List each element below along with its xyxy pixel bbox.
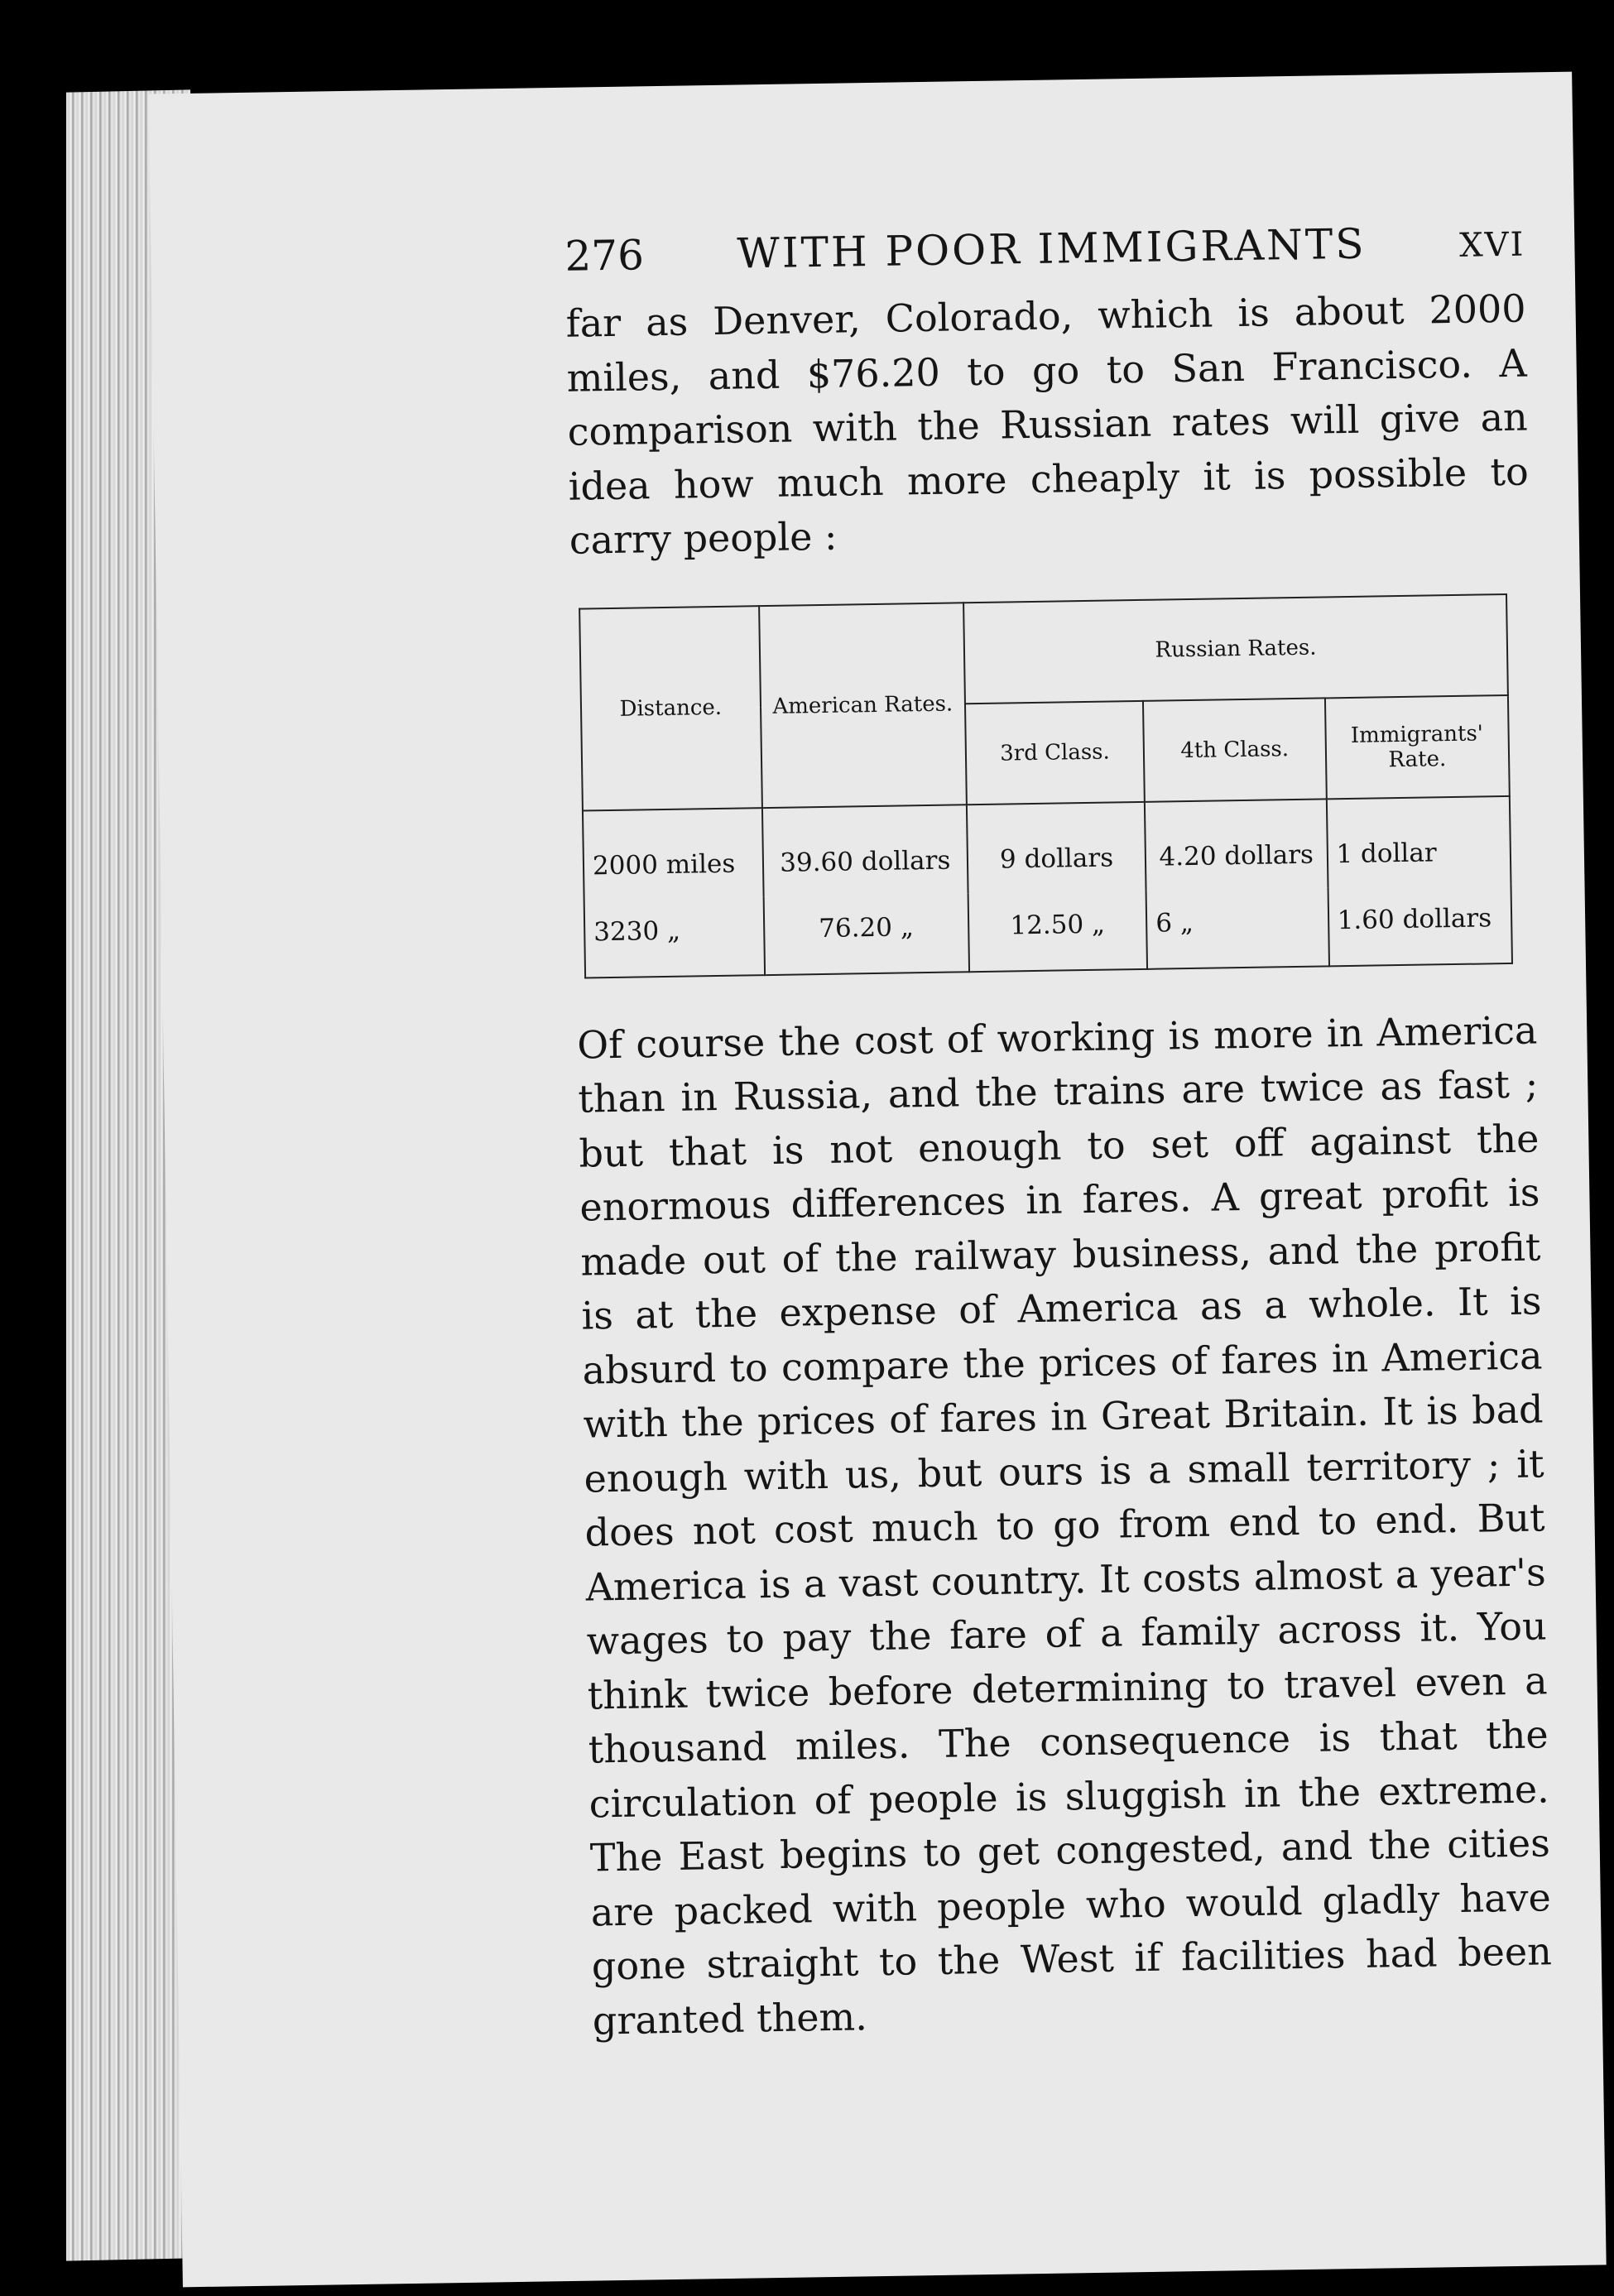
cell-immigrants-rate: 1 dollar	[1326, 795, 1511, 886]
cell-third-class: 9 dollars	[967, 801, 1146, 892]
cell-american: 76.20 „	[763, 893, 969, 975]
running-title: WITH POOR IMMIGRANTS	[737, 219, 1367, 278]
cell-fourth-class: 6 „	[1146, 887, 1329, 968]
header-russian-rates: Russian Rates.	[963, 593, 1508, 703]
cell-fourth-class: 4.20 dollars	[1145, 799, 1328, 890]
rates-table	[579, 593, 1513, 978]
cell-distance: 3230 „	[584, 896, 765, 977]
page-content	[564, 218, 1553, 2049]
cell-third-class: 12.50 „	[968, 890, 1148, 971]
table-header-row	[579, 593, 1508, 709]
book-page	[148, 72, 1606, 2288]
cell-immigrants-rate: 1.60 dollars	[1328, 884, 1512, 965]
table-row	[584, 884, 1512, 977]
header-fourth-class: 4th Class.	[1143, 698, 1326, 801]
cell-distance: 2000 miles	[583, 808, 763, 899]
header-american-rates: American Rates.	[759, 603, 967, 808]
table-row	[583, 795, 1511, 899]
page-number: 276	[564, 231, 645, 281]
intro-paragraph: far as Denver, Colorado, which is about 2000 miles, and $76.20 to go to San Francisco. A comparison with the Russian rates will give an idea how much more cheaply it is possible to carry people :	[565, 286, 1530, 563]
intro-paragraph-block	[565, 282, 1530, 569]
section-number: XVI	[1458, 225, 1525, 265]
header-third-class: 3rd Class.	[965, 700, 1145, 804]
cell-american: 39.60 dollars	[762, 805, 968, 896]
body-paragraph-block	[577, 1003, 1553, 2049]
body-paragraph: Of course the cost of working is more in America than in Russia, and the trains are twice as fast ; but that is not enough to set off against the enormous differences in fares. A great profit is made out of the railway business, and the profit is at the expense of America as a whole. It is absurd to compare the prices of fares in America with the prices of fares in Great Britain. It is bad enough with us, but ours is a small territory ; it does not cost much to go from end to end. But America is a vast country. It costs almost a year's wages to pay the fare of a family across it. You think twice before determining to travel even a thousand miles. The consequence is that the circulation of people is sluggish in the extreme. The East begins to get congested, and the cities are packed with people who would gladly have gone straight to the West if facilities had been granted them.	[576, 1006, 1553, 2044]
header-distance: Distance.	[579, 606, 761, 810]
header-immigrants-rate: Immigrants' Rate.	[1324, 694, 1509, 798]
